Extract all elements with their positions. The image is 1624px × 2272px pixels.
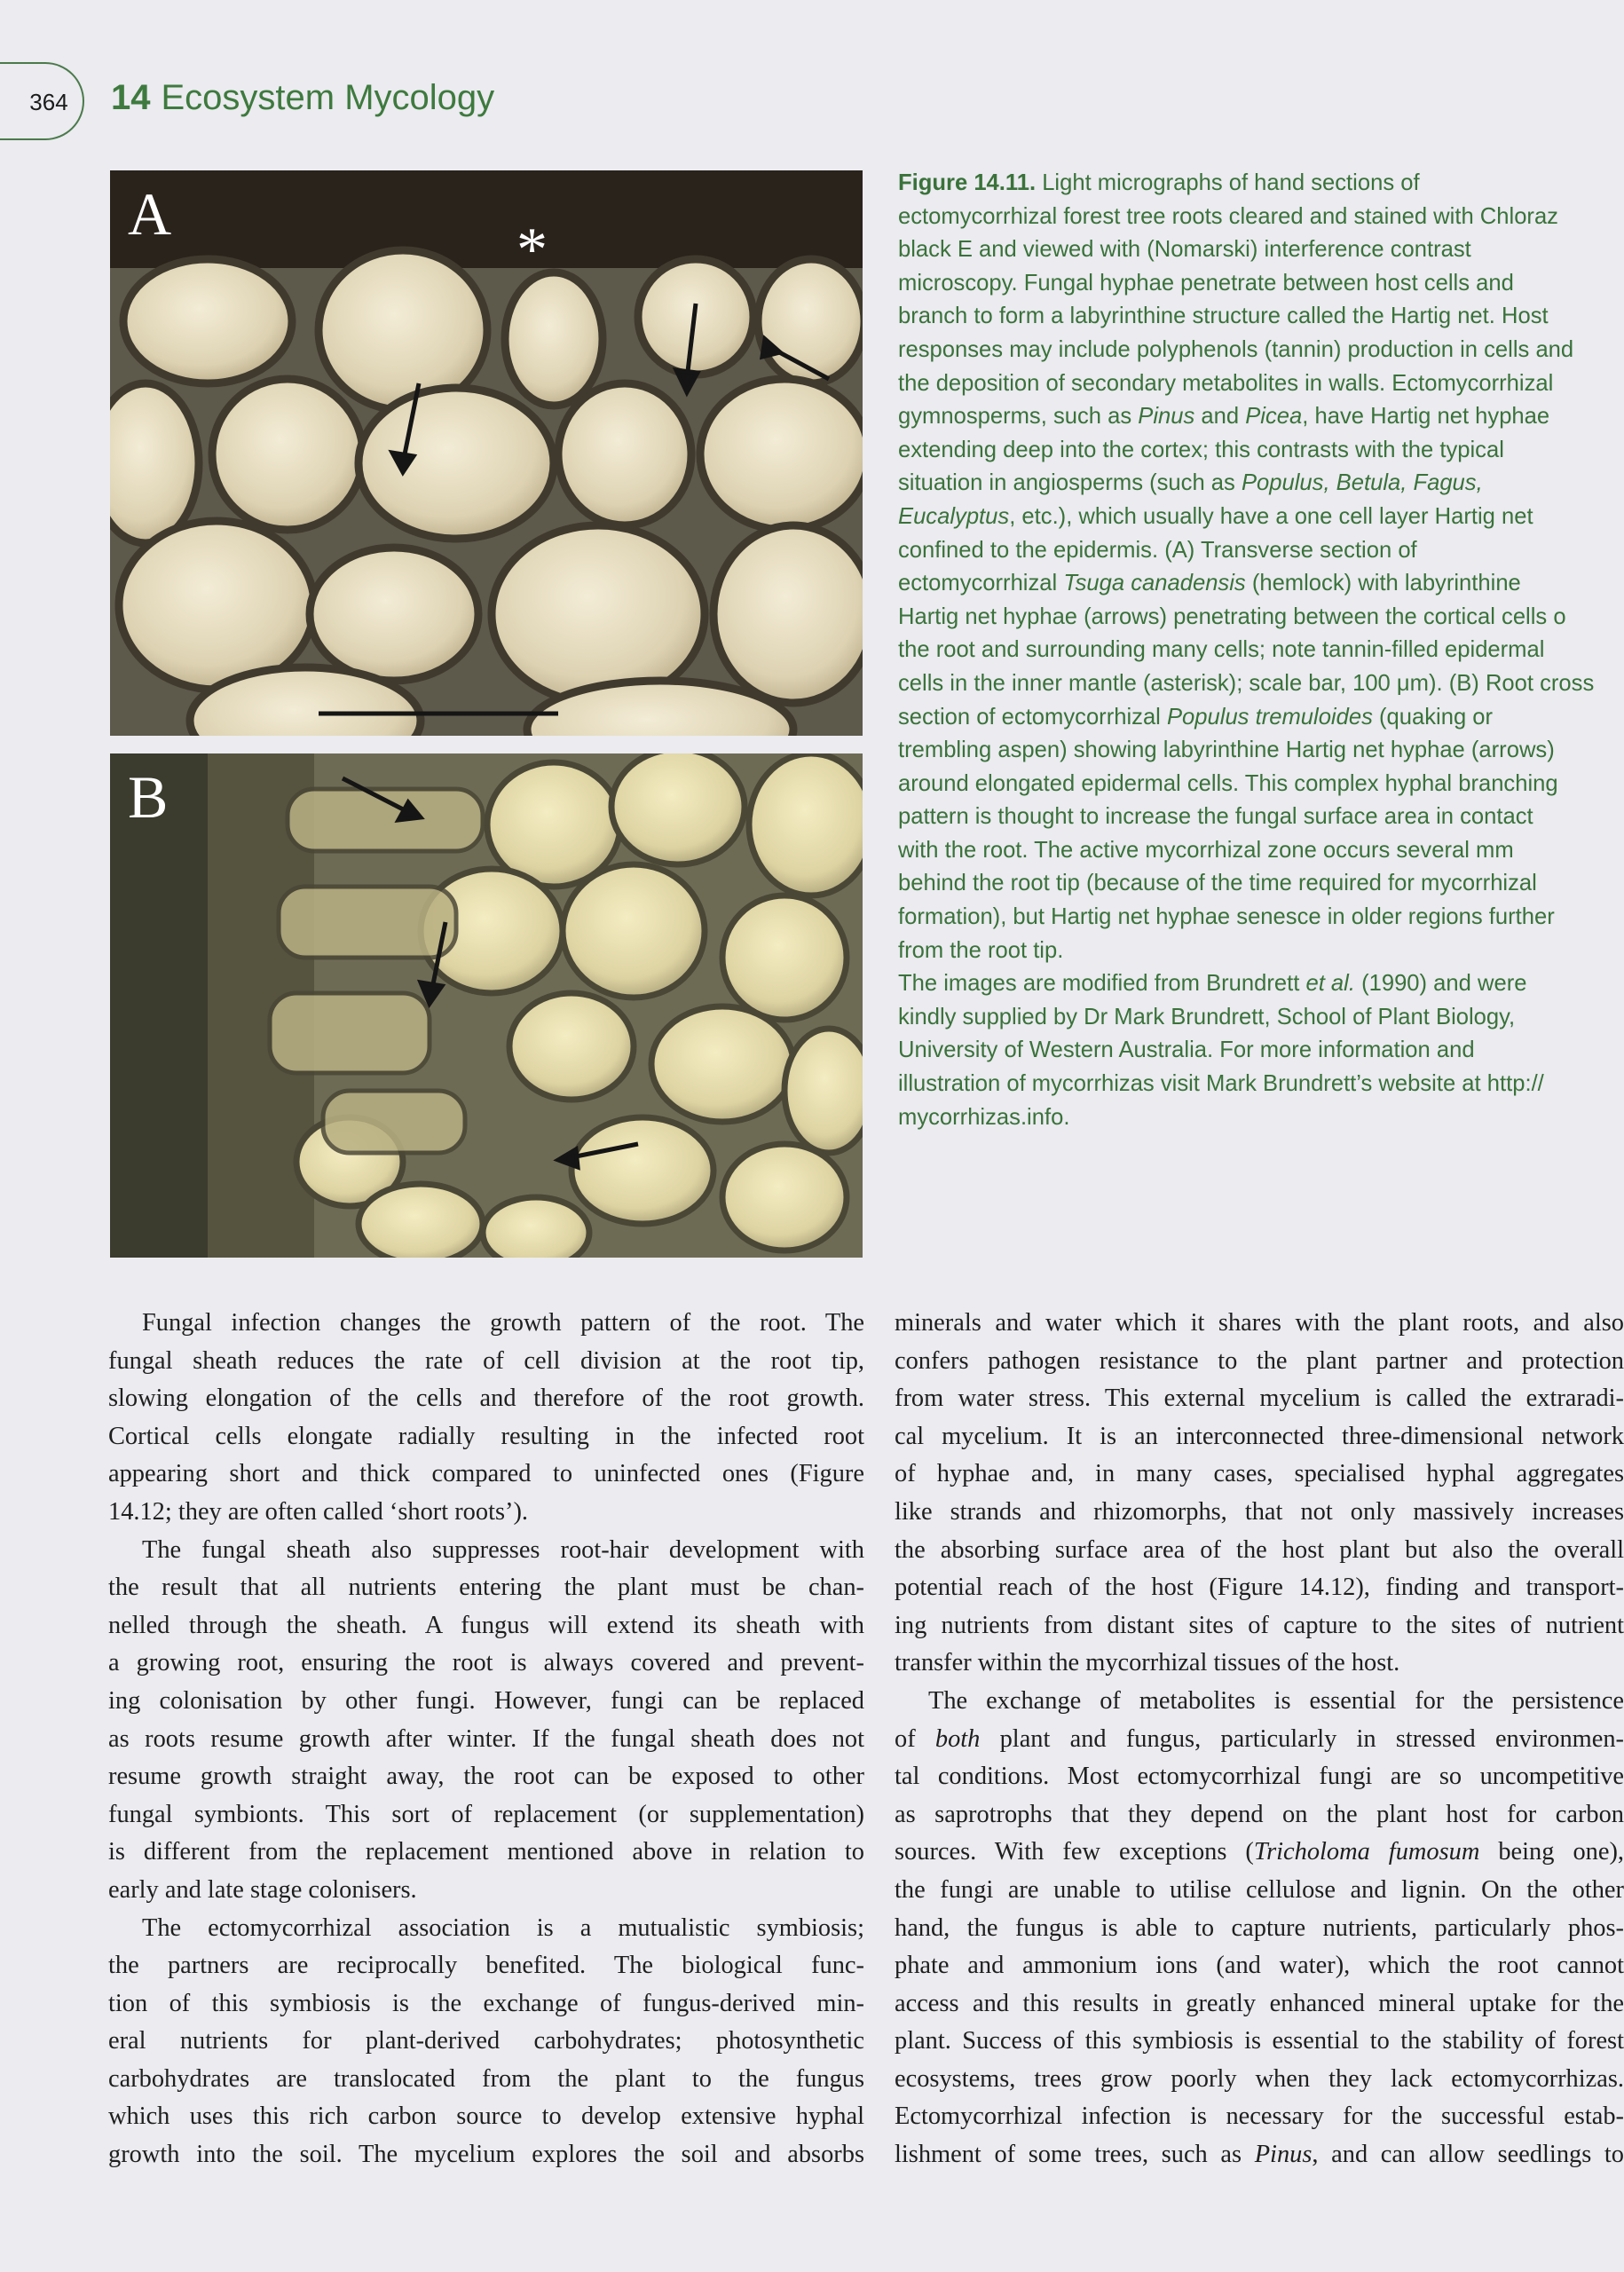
caption-line: with the root. The active mycorrhizal zone occurs several mm	[898, 837, 1514, 863]
body-line: as roots resume growth after winter. If the fungal sheath does not	[108, 1724, 864, 1753]
body-line: The fungal sheath also suppresses root-hair development with	[142, 1535, 864, 1564]
caption-line: cells in the inner mantle (asterisk); scale bar, 100 μm). (B) Root cross	[898, 670, 1595, 696]
body-line: lishment of some trees, such as Pinus, and can allow seedlings to	[895, 2141, 1624, 2169]
body-line: as saprotrophs that they depend on the plant host for carbon	[895, 1800, 1624, 1828]
caption-line: from the root tip.	[898, 937, 1064, 963]
body-line: the result that all nutrients entering the plant must be chan-	[108, 1574, 864, 1602]
body-line: potential reach of the host (Figure 14.12), finding and transport-	[895, 1574, 1624, 1602]
body-line: the partners are reciprocally benefited. The biological func-	[108, 1952, 864, 1980]
body-line: ecosystems, trees grow poorly when they lack ectomycorrhizas.	[895, 2064, 1624, 2093]
body-line: plant. Success of this symbiosis is essential to the stability of forest	[895, 2027, 1624, 2055]
caption-line: black E and viewed with (Nomarski) interference contrast	[898, 237, 1471, 263]
caption-line: pattern is thought to increase the fungal surface area in contact	[898, 804, 1533, 830]
figure-label: Figure 14.11.	[898, 170, 1037, 195]
caption-line: situation in angiosperms (such as Populus, Betula, Fagus,	[898, 470, 1483, 496]
body-line: access and this results in greatly enhanced mineral uptake for the	[895, 1989, 1624, 2017]
body-line: ing nutrients from distant sites of capture to the sites of nutrient	[895, 1611, 1624, 1639]
caption-line: the root and surrounding many cells; note tannin-filled epidermal	[898, 637, 1545, 663]
chapter-number: 14	[111, 78, 151, 117]
body-line: growth into the soil. The mycelium explores the soil and absorbs	[108, 2141, 864, 2169]
asterisk-marker: *	[516, 216, 548, 284]
chapter-title: Ecosystem Mycology	[161, 78, 495, 117]
body-line: is different from the replacement mentioned above in relation to	[108, 1838, 864, 1866]
body-line: fungal sheath reduces the rate of cell division at the root tip,	[108, 1346, 864, 1375]
body-line: of hyphae and, in many cases, specialised hyphal aggregates	[895, 1460, 1624, 1488]
caption-line: behind the root tip (because of the time required for mycorrhizal	[898, 871, 1537, 896]
caption-line: extending deep into the cortex; this contrasts with the typical	[898, 437, 1504, 462]
micrograph-b-image	[110, 753, 863, 1258]
caption-line: microscopy. Fungal hyphae penetrate between host cells and	[898, 270, 1514, 296]
caption-line: branch to form a labyrinthine structure called the Hartig net. Host	[898, 304, 1549, 329]
body-line: tal conditions. Most ectomycorrhizal fungi are so uncompetitive	[895, 1763, 1624, 1791]
body-line: hand, the fungus is able to capture nutrients, particularly phos-	[895, 1913, 1624, 1942]
body-line: nelled through the sheath. A fungus will extend its sheath with	[108, 1611, 864, 1639]
caption-line: Figure 14.11. Light micrographs of hand sections of	[898, 170, 1420, 195]
caption-line: ectomycorrhizal forest tree roots cleared and stained with Chloraz	[898, 203, 1558, 229]
body-line: sources. With few exceptions (Tricholoma fumosum being one),	[895, 1838, 1624, 1866]
figure-caption	[898, 167, 1624, 1134]
caption-line: University of Western Australia. For more information and	[898, 1037, 1475, 1063]
caption-line: gymnosperms, such as Pinus and Picea, have Hartig net hyphae	[898, 404, 1550, 430]
body-line: The exchange of metabolites is essential for the persistence	[928, 1686, 1624, 1715]
body-line: of both plant and fungus, particularly in stressed environmen-	[895, 1724, 1624, 1753]
chapter-header	[111, 78, 494, 118]
caption-line: Hartig net hyphae (arrows) penetrating between the cortical cells o	[898, 604, 1566, 629]
body-line: minerals and water which it shares with the plant roots, and also	[895, 1309, 1624, 1337]
caption-line: section of ectomycorrhizal Populus tremuloides (quaking or	[898, 704, 1494, 730]
caption-line: Eucalyptus, etc.), which usually have a one cell layer Hartig net	[898, 503, 1533, 529]
caption-line: responses may include polyphenols (tannin) production in cells and	[898, 336, 1574, 362]
caption-line: kindly supplied by Dr Mark Brundrett, School of Plant Biology,	[898, 1004, 1516, 1030]
body-line: carbohydrates are translocated from the plant to the fungus	[108, 2064, 864, 2093]
body-line: appearing short and thick compared to uninfected ones (Figure	[108, 1460, 864, 1488]
body-column-left	[108, 1305, 864, 2174]
caption-line: trembling aspen) showing labyrinthine Hartig net hyphae (arrows)	[898, 738, 1555, 763]
body-line: ing colonisation by other fungi. However, fungi can be replaced	[108, 1686, 864, 1715]
body-line: The ectomycorrhizal association is a mutualistic symbiosis;	[142, 1913, 864, 1942]
body-line: early and late stage colonisers.	[108, 1875, 417, 1904]
panel-label-b: B	[128, 763, 169, 831]
body-line: which uses this rich carbon source to develop extensive hyphal	[108, 2102, 864, 2131]
caption-line: illustration of mycorrhizas visit Mark Brundrett’s website at http://	[898, 1071, 1544, 1097]
body-line: transfer within the mycorrhizal tissues of the host.	[895, 1649, 1400, 1677]
micrograph-panel-b	[110, 753, 863, 1258]
caption-line: The images are modified from Brundrett et al. (1990) and were	[898, 971, 1527, 997]
caption-line: mycorrhizas.info.	[898, 1104, 1070, 1130]
body-line: tion of this symbiosis is the exchange of fungus-derived min-	[108, 1989, 864, 2017]
body-line: the fungi are unable to utilise cellulose and lignin. On the other	[895, 1875, 1624, 1904]
body-line: Cortical cells elongate radially resulting in the infected root	[108, 1422, 864, 1450]
body-line: fungal symbionts. This sort of replacement (or supplementation)	[108, 1800, 864, 1828]
body-line: Ectomycorrhizal infection is necessary for the successful estab-	[895, 2102, 1624, 2131]
body-line: resume growth straight away, the root can be exposed to other	[108, 1763, 864, 1791]
body-line: cal mycelium. It is an interconnected three-dimensional network	[895, 1422, 1624, 1450]
body-line: phate and ammonium ions (and water), which the root cannot	[895, 1952, 1624, 1980]
body-line: Fungal infection changes the growth pattern of the root. The	[142, 1309, 864, 1337]
body-line: confers pathogen resistance to the plant partner and protection	[895, 1346, 1624, 1375]
body-line: like strands and rhizomorphs, that not only massively increases	[895, 1497, 1624, 1526]
body-column-right	[895, 1305, 1624, 2174]
body-line: 14.12; they are often called ‘short roots’).	[108, 1497, 529, 1526]
page-number: 364	[29, 89, 68, 115]
caption-line: ectomycorrhizal Tsuga canadensis (hemlock) with labyrinthine	[898, 571, 1521, 596]
caption-line: around elongated epidermal cells. This complex hyphal branching	[898, 770, 1558, 796]
body-line: slowing elongation of the cells and therefore of the root growth.	[108, 1384, 864, 1413]
micrograph-panel-a	[110, 170, 863, 736]
caption-line: confined to the epidermis. (A) Transverse section of	[898, 537, 1417, 563]
body-line: the absorbing surface area of the host plant but also the overall	[895, 1535, 1624, 1564]
caption-line: formation), but Hartig net hyphae senesce in older regions further	[898, 904, 1555, 930]
body-line: eral nutrients for plant-derived carbohydrates; photosynthetic	[108, 2027, 864, 2055]
body-line: from water stress. This external mycelium is called the extraradi-	[895, 1384, 1624, 1413]
caption-line: the deposition of secondary metabolites in walls. Ectomycorrhizal	[898, 370, 1554, 396]
body-line: a growing root, ensuring the root is always covered and prevent-	[108, 1649, 864, 1677]
micrograph-a-image	[110, 170, 863, 736]
panel-label-a: A	[128, 180, 172, 248]
